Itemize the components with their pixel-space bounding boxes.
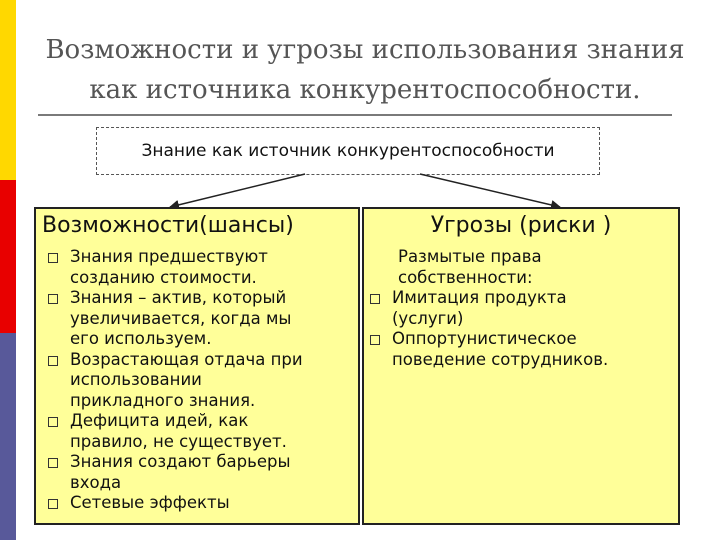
list-item-line: использовании [70, 370, 202, 389]
square-bullet-icon [48, 499, 58, 509]
list-item-line: собственности: [398, 267, 533, 287]
opportunities-panel [34, 207, 360, 525]
list-item-line: Сетевые эффекты [70, 493, 230, 512]
threats-heading: Угрозы (риски ) [430, 213, 612, 238]
list-item [370, 288, 674, 329]
arrow-to-threats [420, 174, 560, 207]
list-item [48, 350, 354, 412]
opportunities-heading: Возможности(шансы) [42, 213, 294, 238]
square-bullet-icon [48, 294, 58, 304]
list-item-line: его используем. [70, 329, 212, 348]
list-item-line: увеличивается, когда мы [70, 308, 292, 328]
list-item-line: (услуги) [392, 308, 464, 328]
list-item-line: Дефицита идей, как [70, 411, 249, 430]
list-item-line: Знания – актив, который [70, 288, 287, 307]
opportunities-list [48, 247, 354, 514]
list-item-line: прикладного знания. [70, 390, 256, 410]
square-bullet-icon [48, 458, 58, 468]
square-bullet-icon [48, 356, 58, 366]
slide-title-line-2: как источника конкурентоспособности. [89, 75, 641, 105]
list-item-line: Размытые права [398, 247, 542, 266]
list-item-line: Знания создают барьеры [70, 452, 291, 471]
list-item [48, 493, 354, 514]
square-bullet-icon [48, 417, 58, 427]
list-item-line: правило, не существует. [70, 431, 287, 451]
list-item [48, 452, 354, 493]
list-item [370, 329, 674, 370]
threats-list [370, 247, 674, 370]
knowledge-source-label: Знание как источник конкурентоспособности [141, 141, 555, 161]
list-item [370, 247, 674, 288]
list-item-line: Имитация продукта [392, 288, 567, 307]
square-bullet-icon [370, 294, 380, 304]
slide-title-line-1: Возможности и угрозы использования знания [45, 35, 685, 65]
list-item [48, 247, 354, 288]
list-item-line: созданию стоимости. [70, 267, 257, 287]
arrow-to-opportunities [170, 174, 305, 207]
list-item-line: входа [70, 472, 122, 492]
threats-panel [362, 207, 680, 525]
list-item-line: Знания предшествуют [70, 247, 268, 266]
list-item-line: Возрастающая отдача при [70, 349, 303, 369]
list-item [48, 411, 354, 452]
list-item-line: поведение сотрудников. [392, 349, 609, 369]
square-bullet-icon [48, 253, 58, 263]
square-bullet-icon [370, 335, 380, 345]
list-item [48, 288, 354, 350]
list-item-line: Оппортунистическое [392, 329, 577, 348]
